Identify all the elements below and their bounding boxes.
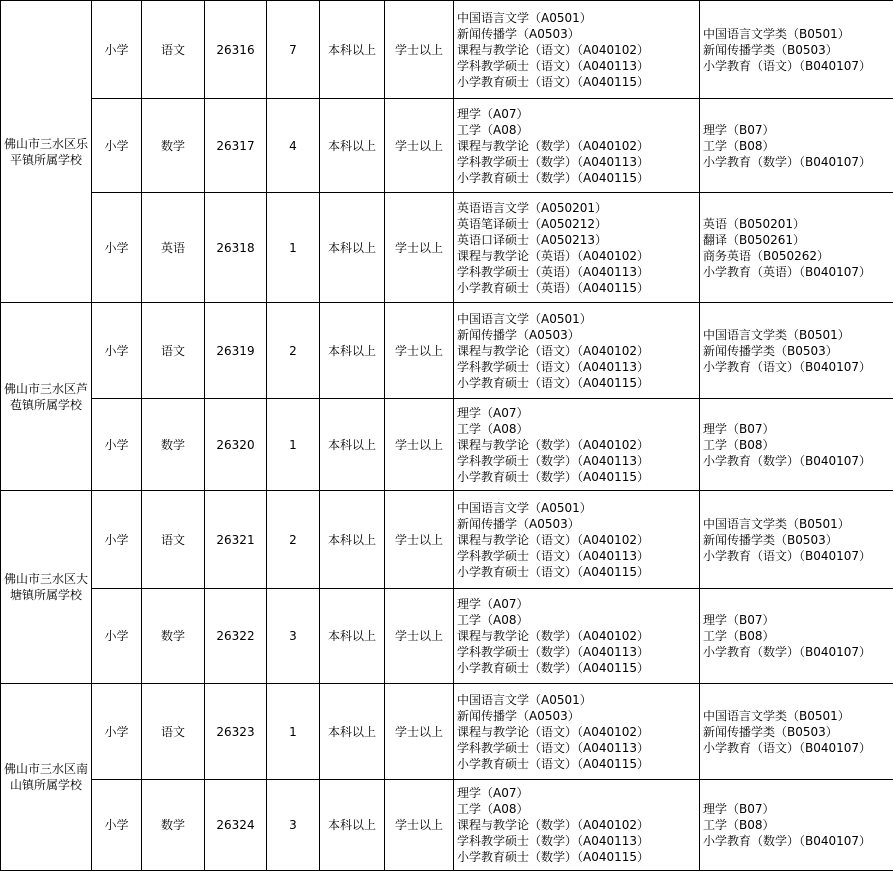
undergrad-majors-cell [700, 589, 893, 684]
undergrad-major: 新闻传播学类（B0503） [703, 42, 838, 57]
post-code-cell: 26320 [205, 399, 267, 491]
grad-major: 课程与教学论（数学）（A040102） [457, 138, 650, 153]
undergrad-major: 工学（B08） [703, 138, 775, 153]
grad-major: 中国语言文学（A0501） [457, 692, 592, 707]
grad-major: 课程与教学论（语文）（A040102） [457, 532, 650, 547]
undergrad-major: 商务英语（B050262） [703, 248, 830, 263]
count-cell: 1 [267, 684, 320, 780]
grad-majors-cell [454, 99, 700, 193]
grad-major: 英语笔译硕士（A050212） [457, 216, 608, 231]
grad-major: 学科教学硕士（语文）（A040113） [457, 359, 650, 374]
undergrad-majors-cell [700, 1, 893, 99]
grad-major: 小学教育硕士（语文）（A040115） [457, 375, 650, 390]
subject-cell: 语文 [142, 684, 205, 780]
education-cell: 本科以上 [320, 1, 385, 99]
level-cell: 小学 [92, 491, 142, 589]
education-cell: 本科以上 [320, 684, 385, 780]
count-cell: 2 [267, 491, 320, 589]
grad-major: 新闻传播学（A0503） [457, 708, 580, 723]
level-cell: 小学 [92, 303, 142, 399]
grad-major: 小学教育硕士（数学）（A040115） [457, 170, 650, 185]
grad-major: 英语口译硕士（A050213） [457, 232, 608, 247]
level-cell: 小学 [92, 589, 142, 684]
level-cell: 小学 [92, 1, 142, 99]
undergrad-major: 小学教育（语文）（B040107） [703, 548, 872, 563]
undergrad-majors-cell [700, 303, 893, 399]
grad-major: 理学（A07） [457, 405, 529, 420]
undergrad-major: 中国语言文学类（B0501） [703, 327, 850, 342]
grad-major: 英语语言文学（A050201） [457, 200, 608, 215]
count-cell: 3 [267, 780, 320, 871]
grad-major: 工学（A08） [457, 122, 529, 137]
grad-major: 理学（A07） [457, 106, 529, 121]
grad-major: 学科教学硕士（数学）（A040113） [457, 154, 650, 169]
post-code-cell: 26323 [205, 684, 267, 780]
grad-major: 学科教学硕士（数学）（A040113） [457, 645, 650, 659]
grad-major: 小学教育硕士（语文）（A040115） [457, 564, 650, 579]
subject-cell: 数学 [142, 399, 205, 491]
post-code-cell: 26318 [205, 193, 267, 303]
undergrad-major: 小学教育（数学）（B040107） [703, 154, 872, 169]
undergrad-major: 理学（B07） [703, 613, 775, 627]
grad-major: 课程与教学论（语文）（A040102） [457, 724, 650, 739]
grad-majors-cell [454, 399, 700, 491]
grad-major: 工学（A08） [457, 802, 529, 816]
undergrad-major: 工学（B08） [703, 629, 775, 643]
undergrad-major: 工学（B08） [703, 818, 775, 832]
undergrad-major: 中国语言文学类（B0501） [703, 708, 850, 723]
undergrad-major: 英语（B050201） [703, 216, 806, 231]
table-row [1, 589, 893, 684]
count-cell: 1 [267, 193, 320, 303]
count-cell: 7 [267, 1, 320, 99]
grad-major: 小学教育硕士（数学）（A040115） [457, 661, 650, 675]
grad-major: 小学教育硕士（英语）（A040115） [457, 280, 650, 295]
undergrad-major: 中国语言文学类（B0501） [703, 26, 850, 41]
undergrad-major: 工学（B08） [703, 437, 775, 452]
grad-major: 学科教学硕士（语文）（A040113） [457, 548, 650, 563]
post-code-cell: 26317 [205, 99, 267, 193]
count-cell: 1 [267, 399, 320, 491]
undergrad-majors-cell [700, 193, 893, 303]
level-cell: 小学 [92, 99, 142, 193]
undergrad-major: 理学（B07） [703, 802, 775, 816]
grad-major: 理学（A07） [457, 786, 529, 800]
table-row [1, 684, 893, 780]
post-code-cell: 26319 [205, 303, 267, 399]
undergrad-major: 新闻传播学类（B0503） [703, 532, 838, 547]
level-cell: 小学 [92, 193, 142, 303]
degree-cell: 学士以上 [385, 491, 454, 589]
undergrad-major: 小学教育（数学）（B040107） [703, 453, 872, 468]
undergrad-major: 理学（B07） [703, 122, 775, 137]
education-cell: 本科以上 [320, 193, 385, 303]
grad-majors-cell [454, 589, 700, 684]
degree-cell: 学士以上 [385, 1, 454, 99]
degree-cell: 学士以上 [385, 780, 454, 871]
undergrad-majors-cell [700, 780, 893, 871]
grad-majors-cell [454, 684, 700, 780]
subject-cell: 数学 [142, 780, 205, 871]
undergrad-major: 小学教育（语文）（B040107） [703, 58, 872, 73]
unit-cell: 佛山市三水区南山镇所属学校 [1, 684, 92, 871]
education-cell: 本科以上 [320, 491, 385, 589]
grad-major: 理学（A07） [457, 597, 529, 611]
grad-majors-cell [454, 780, 700, 871]
undergrad-major: 新闻传播学类（B0503） [703, 724, 838, 739]
grad-major: 学科教学硕士（数学）（A040113） [457, 834, 650, 848]
post-code-cell: 26322 [205, 589, 267, 684]
undergrad-major: 小学教育（数学）（B040107） [703, 645, 872, 659]
grad-major: 工学（A08） [457, 421, 529, 436]
grad-major: 中国语言文学（A0501） [457, 10, 592, 25]
degree-cell: 学士以上 [385, 193, 454, 303]
grad-majors-cell [454, 1, 700, 99]
grad-major: 课程与教学论（数学）（A040102） [457, 437, 650, 452]
table-row [1, 99, 893, 193]
grad-major: 学科教学硕士（数学）（A040113） [457, 453, 650, 468]
level-cell: 小学 [92, 684, 142, 780]
grad-major: 小学教育硕士（语文）（A040115） [457, 74, 650, 89]
degree-cell: 学士以上 [385, 99, 454, 193]
subject-cell: 语文 [142, 491, 205, 589]
grad-major: 新闻传播学（A0503） [457, 26, 580, 41]
degree-cell: 学士以上 [385, 303, 454, 399]
undergrad-majors-cell [700, 399, 893, 491]
education-cell: 本科以上 [320, 589, 385, 684]
table-row [1, 399, 893, 491]
undergrad-major: 小学教育（语文）（B040107） [703, 359, 872, 374]
post-code-cell: 26324 [205, 780, 267, 871]
grad-major: 中国语言文学（A0501） [457, 500, 592, 515]
education-cell: 本科以上 [320, 303, 385, 399]
degree-cell: 学士以上 [385, 399, 454, 491]
count-cell: 4 [267, 99, 320, 193]
level-cell: 小学 [92, 780, 142, 871]
undergrad-major: 新闻传播学类（B0503） [703, 343, 838, 358]
undergrad-major: 理学（B07） [703, 421, 775, 436]
count-cell: 3 [267, 589, 320, 684]
undergrad-major: 小学教育（数学）（B040107） [703, 834, 872, 848]
grad-major: 小学教育硕士（语文）（A040115） [457, 756, 650, 771]
undergrad-major: 中国语言文学类（B0501） [703, 516, 850, 531]
undergrad-major: 翻译（B050261） [703, 232, 806, 247]
level-cell: 小学 [92, 399, 142, 491]
subject-cell: 英语 [142, 193, 205, 303]
table-row [1, 491, 893, 589]
post-code-cell: 26321 [205, 491, 267, 589]
subject-cell: 数学 [142, 589, 205, 684]
undergrad-majors-cell [700, 99, 893, 193]
table-row [1, 1, 893, 99]
grad-major: 学科教学硕士（语文）（A040113） [457, 58, 650, 73]
education-cell: 本科以上 [320, 99, 385, 193]
subject-cell: 语文 [142, 303, 205, 399]
grad-major: 课程与教学论（语文）（A040102） [457, 42, 650, 57]
grad-major: 新闻传播学（A0503） [457, 327, 580, 342]
grad-major: 学科教学硕士（语文）（A040113） [457, 740, 650, 755]
unit-cell: 佛山市三水区乐平镇所属学校 [1, 1, 92, 303]
grad-major: 小学教育硕士（数学）（A040115） [457, 469, 650, 484]
count-cell: 2 [267, 303, 320, 399]
grad-majors-cell [454, 193, 700, 303]
grad-major: 课程与教学论（数学）（A040102） [457, 818, 650, 832]
undergrad-majors-cell [700, 491, 893, 589]
undergrad-majors-cell [700, 684, 893, 780]
degree-cell: 学士以上 [385, 684, 454, 780]
grad-major: 工学（A08） [457, 613, 529, 627]
grad-majors-cell [454, 491, 700, 589]
table-row [1, 780, 893, 871]
subject-cell: 数学 [142, 99, 205, 193]
grad-major: 课程与教学论（数学）（A040102） [457, 629, 650, 643]
undergrad-major: 小学教育（语文）（B040107） [703, 740, 872, 755]
unit-cell: 佛山市三水区大塘镇所属学校 [1, 491, 92, 684]
undergrad-major: 小学教育（英语）（B040107） [703, 264, 872, 279]
grad-major: 小学教育硕士（数学）（A040115） [457, 850, 650, 864]
subject-cell: 语文 [142, 1, 205, 99]
grad-major: 课程与教学论（英语）（A040102） [457, 248, 650, 263]
grad-major: 学科教学硕士（英语）（A040113） [457, 264, 650, 279]
grad-majors-cell [454, 303, 700, 399]
table-row [1, 193, 893, 303]
grad-major: 新闻传播学（A0503） [457, 516, 580, 531]
grad-major: 课程与教学论（语文）（A040102） [457, 343, 650, 358]
degree-cell: 学士以上 [385, 589, 454, 684]
grad-major: 中国语言文学（A0501） [457, 311, 592, 326]
unit-cell: 佛山市三水区芦苞镇所属学校 [1, 303, 92, 491]
post-code-cell: 26316 [205, 1, 267, 99]
education-cell: 本科以上 [320, 780, 385, 871]
education-cell: 本科以上 [320, 399, 385, 491]
table-row [1, 303, 893, 399]
